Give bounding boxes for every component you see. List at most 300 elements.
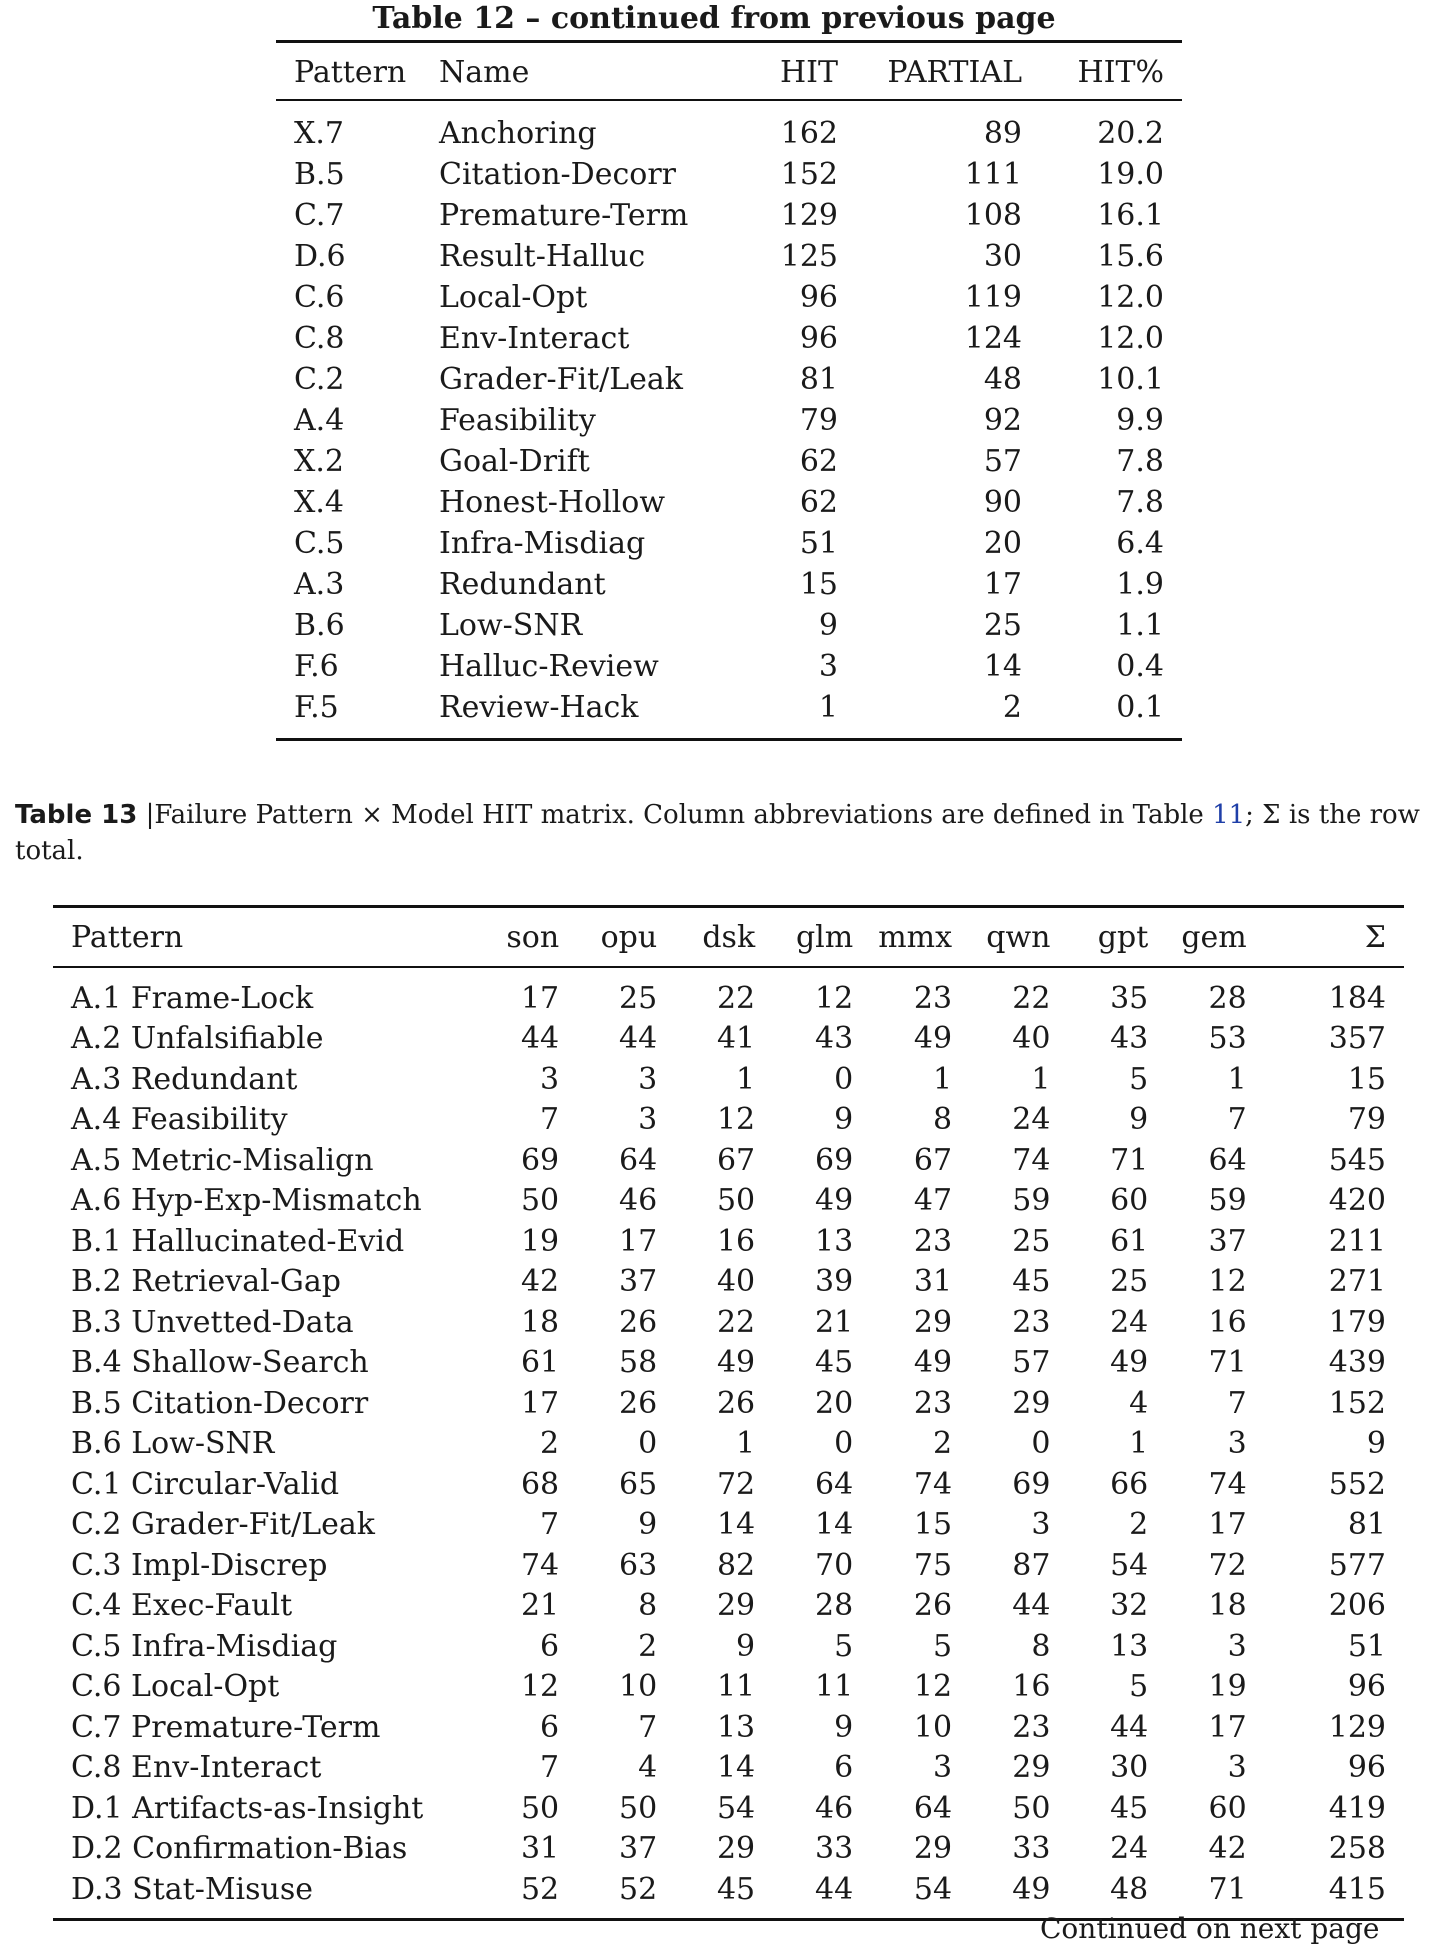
table-cell: 9 bbox=[1366, 1426, 1386, 1462]
column-header: opu bbox=[600, 919, 658, 955]
table-cell: 184 bbox=[1328, 980, 1386, 1016]
table-cell: Local-Opt bbox=[439, 280, 588, 315]
table-cell: 49 bbox=[913, 1345, 953, 1381]
table-row bbox=[53, 968, 1404, 1019]
table-cell: 65 bbox=[619, 1466, 658, 1502]
table-cell: 75 bbox=[913, 1547, 953, 1583]
table-cell: 96 bbox=[799, 321, 838, 356]
table-cell: 4 bbox=[1129, 1385, 1149, 1421]
table-cell: 17 bbox=[619, 1223, 658, 1259]
table-cell: 12 bbox=[913, 1669, 953, 1705]
table-cell: 47 bbox=[913, 1183, 953, 1219]
table-cell: D.3 Stat-Misuse bbox=[71, 1871, 314, 1907]
table-cell: 59 bbox=[1012, 1183, 1051, 1219]
table-cell: 15.6 bbox=[1097, 239, 1164, 274]
table-cell: 74 bbox=[1012, 1142, 1051, 1178]
table-cell: 82 bbox=[716, 1547, 756, 1583]
table-cell: 1 bbox=[1031, 1061, 1051, 1097]
table-row bbox=[53, 1343, 1404, 1384]
table-row bbox=[53, 1302, 1404, 1343]
table-cell: 69 bbox=[1012, 1466, 1051, 1502]
table-cell: 0.4 bbox=[1116, 649, 1164, 684]
table-cell: 8 bbox=[932, 1102, 953, 1138]
table-cell: 64 bbox=[619, 1142, 658, 1178]
table-cell: 64 bbox=[815, 1466, 854, 1502]
table-cell: B.3 Unvetted-Data bbox=[71, 1304, 354, 1340]
table-cell: 37 bbox=[619, 1831, 658, 1867]
table-cell: 9 bbox=[736, 1628, 756, 1664]
table-cell: C.4 Exec-Fault bbox=[71, 1588, 293, 1624]
table-cell: C.6 Local-Opt bbox=[71, 1669, 280, 1705]
table-cell: Goal-Drift bbox=[439, 444, 590, 479]
table-cell: 12 bbox=[520, 1669, 560, 1705]
column-header: Pattern bbox=[294, 54, 407, 90]
table-row bbox=[53, 1262, 1404, 1303]
table-cell: Redundant bbox=[439, 567, 606, 602]
table-cell: C.3 Impl-Discrep bbox=[71, 1547, 328, 1583]
table-cell: 3 bbox=[638, 1061, 658, 1097]
table-cell: 111 bbox=[964, 157, 1022, 192]
table-cell: 29 bbox=[913, 1831, 953, 1867]
table-cell: 12 bbox=[815, 980, 854, 1016]
table-cell: 4 bbox=[638, 1750, 658, 1786]
table-cell: 67 bbox=[716, 1142, 756, 1178]
table-cell: 58 bbox=[619, 1345, 658, 1381]
table-cell: 1 bbox=[736, 1426, 756, 1462]
table-cell: 5 bbox=[834, 1628, 854, 1664]
table-cell: 162 bbox=[780, 116, 838, 151]
table-cell: 25 bbox=[1012, 1223, 1051, 1259]
table-cell: C.1 Circular-Valid bbox=[71, 1466, 340, 1502]
table-cell: A.4 Feasibility bbox=[71, 1102, 288, 1138]
table-cell: A.3 Redundant bbox=[71, 1061, 298, 1097]
table-cell: A.6 Hyp-Exp-Mismatch bbox=[71, 1183, 422, 1219]
table-cell: Honest-Hollow bbox=[439, 485, 666, 520]
table-cell: Low-SNR bbox=[439, 608, 583, 643]
continued-note: Continued on next page bbox=[1040, 1912, 1380, 1945]
table-cell: 64 bbox=[913, 1790, 953, 1826]
table-cell: 90 bbox=[983, 485, 1022, 520]
table-cell: 15 bbox=[1347, 1061, 1386, 1097]
table-cell: 10.1 bbox=[1097, 362, 1164, 397]
table-cell: 1.1 bbox=[1116, 608, 1164, 643]
table-cell: 7 bbox=[540, 1507, 560, 1543]
table-13-grid bbox=[53, 908, 1404, 1918]
table-12-bottom-rule bbox=[276, 738, 1182, 741]
table-cell: Premature-Term bbox=[439, 198, 689, 233]
table-row bbox=[276, 236, 1182, 277]
table-cell: 1 bbox=[932, 1061, 953, 1097]
column-header: qwn bbox=[986, 919, 1051, 955]
table-row bbox=[276, 359, 1182, 400]
table-cell: 19.0 bbox=[1097, 157, 1164, 192]
table-cell: B.2 Retrieval-Gap bbox=[71, 1264, 341, 1300]
table-row bbox=[53, 1221, 1404, 1262]
table-cell: 2 bbox=[1129, 1507, 1149, 1543]
table-cell: 19 bbox=[1208, 1669, 1247, 1705]
table-12-header-row bbox=[276, 43, 1182, 99]
table-cell: 439 bbox=[1328, 1345, 1386, 1381]
table-cell: 23 bbox=[913, 980, 953, 1016]
table-cell: 9 bbox=[638, 1507, 658, 1543]
table-cell: 51 bbox=[1347, 1628, 1386, 1664]
table-cell: 9 bbox=[818, 608, 838, 643]
table-cell: 50 bbox=[619, 1790, 658, 1826]
table-cell: 64 bbox=[1208, 1142, 1247, 1178]
table-cell: 9 bbox=[1129, 1102, 1149, 1138]
table-cell: 17 bbox=[983, 567, 1022, 602]
table-cell: 61 bbox=[1110, 1223, 1149, 1259]
table-cell: 22 bbox=[1012, 980, 1051, 1016]
table-cell: 5 bbox=[1129, 1669, 1149, 1705]
table-cell: 45 bbox=[716, 1871, 756, 1907]
table-row bbox=[276, 318, 1182, 359]
table-cell: 19 bbox=[520, 1223, 560, 1259]
table-cell: 44 bbox=[1110, 1709, 1149, 1745]
column-header: Σ bbox=[1364, 919, 1386, 955]
table-cell: Infra-Misdiag bbox=[439, 526, 646, 561]
table-cell: 125 bbox=[780, 239, 838, 274]
caption-label: Table 13 bbox=[15, 800, 138, 830]
table-cell: 211 bbox=[1328, 1223, 1386, 1259]
table-cell: 24 bbox=[1110, 1304, 1149, 1340]
column-header: Pattern bbox=[71, 919, 184, 955]
table-row bbox=[276, 101, 1182, 154]
table-cell: 50 bbox=[1012, 1790, 1051, 1826]
table-cell: 31 bbox=[520, 1831, 560, 1867]
table-row bbox=[276, 441, 1182, 482]
table-cell: C.2 bbox=[294, 362, 345, 397]
table-row bbox=[53, 1869, 1404, 1918]
table-row bbox=[53, 1667, 1404, 1708]
table-cell: 0 bbox=[834, 1061, 854, 1097]
table-cell: 29 bbox=[716, 1831, 756, 1867]
table-row bbox=[53, 1829, 1404, 1870]
table-cell: 81 bbox=[1347, 1507, 1386, 1543]
table-cell: 49 bbox=[1110, 1345, 1149, 1381]
table-cell: 50 bbox=[716, 1183, 756, 1219]
table-cell: 415 bbox=[1328, 1871, 1386, 1907]
table-cell: 43 bbox=[1110, 1021, 1149, 1057]
table-cell: 28 bbox=[1208, 980, 1247, 1016]
table-cell: 13 bbox=[716, 1709, 756, 1745]
table-cell: 72 bbox=[1208, 1547, 1247, 1583]
table-cell: 40 bbox=[1012, 1021, 1051, 1057]
table-cell: 2 bbox=[932, 1426, 953, 1462]
table-cell: 89 bbox=[983, 116, 1022, 151]
table-cell: 71 bbox=[1110, 1142, 1149, 1178]
table-cell: 49 bbox=[1012, 1871, 1051, 1907]
table-cell: 26 bbox=[619, 1304, 658, 1340]
table-cell: 49 bbox=[815, 1183, 854, 1219]
table-cell: 9 bbox=[834, 1709, 854, 1745]
table-cell: 14 bbox=[983, 649, 1022, 684]
table-cell: 3 bbox=[818, 649, 838, 684]
table-cell: 62 bbox=[799, 485, 838, 520]
table-cell: 18 bbox=[1208, 1588, 1247, 1624]
table-cell: 15 bbox=[913, 1507, 953, 1543]
table-cell: 57 bbox=[1012, 1345, 1051, 1381]
table-cell: 419 bbox=[1328, 1790, 1386, 1826]
table-row bbox=[53, 1181, 1404, 1222]
table-cell: 96 bbox=[1347, 1669, 1386, 1705]
table-cell: 72 bbox=[716, 1466, 756, 1502]
table-cell: X.2 bbox=[294, 444, 344, 479]
table-cell: 23 bbox=[913, 1223, 953, 1259]
table-cell: 17 bbox=[1208, 1709, 1247, 1745]
table-cell: C.8 bbox=[294, 321, 345, 356]
table-cell: Env-Interact bbox=[439, 321, 630, 356]
table-cell: F.6 bbox=[294, 649, 339, 684]
table-cell: 48 bbox=[1110, 1871, 1149, 1907]
table-12-grid bbox=[276, 43, 1182, 738]
table-cell: 6.4 bbox=[1116, 526, 1164, 561]
table-cell: 24 bbox=[1110, 1831, 1149, 1867]
table-cell: 69 bbox=[815, 1142, 854, 1178]
table-cell: 42 bbox=[520, 1264, 560, 1300]
table-cell: 129 bbox=[1328, 1709, 1386, 1745]
table-row bbox=[53, 1424, 1404, 1465]
table-cell: 54 bbox=[1110, 1547, 1149, 1583]
table-cell: 23 bbox=[1012, 1304, 1051, 1340]
table-cell: 42 bbox=[1208, 1831, 1247, 1867]
table-cell: B.5 bbox=[294, 157, 345, 192]
table-cell: 45 bbox=[1012, 1264, 1051, 1300]
table-cell: A.4 bbox=[294, 403, 345, 438]
table-row bbox=[276, 482, 1182, 523]
table-cell: 206 bbox=[1328, 1588, 1386, 1624]
table-row bbox=[53, 1140, 1404, 1181]
caption-text: |Failure Pattern × Model HIT matrix. Column abbreviations are defined in Table bbox=[137, 800, 1213, 830]
table-cell: 33 bbox=[1012, 1831, 1051, 1867]
table-cell: 2 bbox=[638, 1628, 658, 1664]
table-cell: 124 bbox=[964, 321, 1022, 356]
table-row bbox=[53, 1707, 1404, 1748]
table-cell: 12 bbox=[716, 1102, 756, 1138]
table-cell: 46 bbox=[619, 1183, 658, 1219]
table-cell: 0 bbox=[638, 1426, 658, 1462]
table-cell: 25 bbox=[983, 608, 1022, 643]
table-cell: Feasibility bbox=[439, 403, 596, 438]
table-cell: 12 bbox=[1208, 1264, 1247, 1300]
column-header: gem bbox=[1181, 919, 1247, 955]
table-cell: 577 bbox=[1328, 1547, 1386, 1583]
table-cell: 0 bbox=[1031, 1426, 1051, 1462]
table-cell: 14 bbox=[716, 1507, 756, 1543]
table-cell: 49 bbox=[913, 1021, 953, 1057]
table-cell: 7.8 bbox=[1116, 444, 1164, 479]
table-cell: 30 bbox=[1110, 1750, 1149, 1786]
table-row bbox=[276, 687, 1182, 738]
column-header: HIT bbox=[779, 54, 838, 90]
table-cell: 21 bbox=[520, 1588, 560, 1624]
table-cell: 70 bbox=[815, 1547, 854, 1583]
table-cell: Result-Halluc bbox=[439, 239, 646, 274]
table-row bbox=[276, 400, 1182, 441]
table-cell: 152 bbox=[780, 157, 838, 192]
table-row bbox=[276, 646, 1182, 687]
table-row bbox=[276, 154, 1182, 195]
table-cell: 1 bbox=[818, 690, 838, 725]
table-cell: 29 bbox=[1012, 1750, 1051, 1786]
table-cell: 13 bbox=[1110, 1628, 1149, 1664]
table-row bbox=[53, 1626, 1404, 1667]
table-cell: 2 bbox=[540, 1426, 560, 1462]
table-cell: B.6 bbox=[294, 608, 345, 643]
table-cell: 11 bbox=[716, 1669, 756, 1705]
table-13-header-row bbox=[53, 908, 1404, 966]
table-cell: 108 bbox=[964, 198, 1022, 233]
table-cell: 59 bbox=[1208, 1183, 1247, 1219]
table-cell: 29 bbox=[1012, 1385, 1051, 1421]
table-cell: 16 bbox=[1012, 1669, 1051, 1705]
table-cell: 23 bbox=[1012, 1709, 1051, 1745]
table-cell: 3 bbox=[540, 1061, 560, 1097]
table-cell: 152 bbox=[1328, 1385, 1386, 1421]
table-cell: 71 bbox=[1208, 1345, 1247, 1381]
table-cell: 11 bbox=[815, 1669, 854, 1705]
table-cell: 5 bbox=[932, 1628, 953, 1664]
table-cell: 46 bbox=[815, 1790, 854, 1826]
table-cell: 8 bbox=[1031, 1628, 1051, 1664]
table-row bbox=[53, 1059, 1404, 1100]
table-cell: 74 bbox=[1208, 1466, 1247, 1502]
table-cell: 1.9 bbox=[1116, 567, 1164, 602]
table-cell: 21 bbox=[815, 1304, 854, 1340]
table-cell: 32 bbox=[1110, 1588, 1149, 1624]
table-cell: 26 bbox=[619, 1385, 658, 1421]
table-cell: 552 bbox=[1328, 1466, 1386, 1502]
table-cell: 60 bbox=[1110, 1183, 1149, 1219]
table-cell: 0.1 bbox=[1116, 690, 1164, 725]
table-cell: A.2 Unfalsifiable bbox=[71, 1021, 324, 1057]
table-cell: 14 bbox=[815, 1507, 854, 1543]
table-cell: 44 bbox=[619, 1021, 658, 1057]
table-row bbox=[53, 1505, 1404, 1546]
table-row bbox=[53, 1545, 1404, 1586]
table-cell: 66 bbox=[1110, 1466, 1149, 1502]
table-cell: 7 bbox=[540, 1102, 560, 1138]
table-cell: C.6 bbox=[294, 280, 345, 315]
table-cell: 45 bbox=[815, 1345, 854, 1381]
table-cell: 0 bbox=[834, 1426, 854, 1462]
table-cell: 62 bbox=[799, 444, 838, 479]
table-row bbox=[276, 195, 1182, 236]
table-row bbox=[53, 1748, 1404, 1789]
table-cell: A.3 bbox=[294, 567, 345, 602]
table-cell: 49 bbox=[716, 1345, 756, 1381]
table-cell: C.2 Grader-Fit/Leak bbox=[71, 1507, 375, 1543]
table-cell: 25 bbox=[619, 980, 658, 1016]
table-row bbox=[53, 1586, 1404, 1627]
table-cell: 8 bbox=[638, 1588, 658, 1624]
table-cell: 29 bbox=[716, 1588, 756, 1624]
table-cell: D.6 bbox=[294, 239, 346, 274]
table-reference-link[interactable]: 11 bbox=[1212, 800, 1246, 830]
table-cell: 20.2 bbox=[1097, 116, 1164, 151]
table-cell: 79 bbox=[1347, 1102, 1386, 1138]
table-cell: 17 bbox=[1208, 1507, 1247, 1543]
table-cell: 16 bbox=[716, 1223, 756, 1259]
table-cell: 30 bbox=[983, 239, 1022, 274]
table-cell: 81 bbox=[799, 362, 838, 397]
table-row bbox=[276, 523, 1182, 564]
table-cell: C.7 Premature-Term bbox=[71, 1709, 381, 1745]
table-cell: 6 bbox=[540, 1628, 560, 1664]
table-row bbox=[276, 564, 1182, 605]
table-cell: 61 bbox=[520, 1345, 560, 1381]
table-cell: Grader-Fit/Leak bbox=[439, 362, 683, 397]
table-cell: 35 bbox=[1110, 980, 1149, 1016]
table-cell: A.1 Frame-Lock bbox=[71, 980, 314, 1016]
table-cell: 67 bbox=[913, 1142, 953, 1178]
table-cell: 18 bbox=[520, 1304, 560, 1340]
table-cell: F.5 bbox=[294, 690, 339, 725]
table-cell: 12.0 bbox=[1097, 280, 1164, 315]
table-row bbox=[53, 1788, 1404, 1829]
column-header: dsk bbox=[702, 919, 756, 955]
table-cell: 48 bbox=[983, 362, 1022, 397]
table-cell: 2 bbox=[1002, 690, 1022, 725]
table-cell: 63 bbox=[619, 1547, 658, 1583]
table-cell: 60 bbox=[1208, 1790, 1247, 1826]
table-cell: 1 bbox=[736, 1061, 756, 1097]
table-cell: 119 bbox=[964, 280, 1022, 315]
table-cell: 92 bbox=[983, 403, 1022, 438]
table-cell: 33 bbox=[815, 1831, 854, 1867]
table-row bbox=[276, 277, 1182, 318]
table-cell: 3 bbox=[1031, 1507, 1051, 1543]
table-cell: 258 bbox=[1328, 1831, 1386, 1867]
table-cell: 24 bbox=[1012, 1102, 1051, 1138]
table-cell: 41 bbox=[716, 1021, 756, 1057]
table-cell: 54 bbox=[913, 1871, 953, 1907]
table-row bbox=[53, 1100, 1404, 1141]
column-header: glm bbox=[795, 919, 854, 955]
table-row bbox=[276, 605, 1182, 646]
column-header: Name bbox=[439, 54, 530, 90]
table-row bbox=[53, 1019, 1404, 1060]
table-cell: 7 bbox=[1227, 1102, 1247, 1138]
table-cell: A.5 Metric-Misalign bbox=[71, 1142, 374, 1178]
table-cell: X.4 bbox=[294, 485, 344, 520]
table-cell: 545 bbox=[1328, 1142, 1386, 1178]
table-cell: D.1 Artifacts-as-Insight bbox=[71, 1790, 424, 1826]
table-cell: 20 bbox=[983, 526, 1022, 561]
table-cell: 54 bbox=[716, 1790, 756, 1826]
table-cell: 23 bbox=[913, 1385, 953, 1421]
table-cell: Citation-Decorr bbox=[439, 157, 677, 192]
table-cell: 25 bbox=[1110, 1264, 1149, 1300]
table-cell: 37 bbox=[619, 1264, 658, 1300]
table-cell: Anchoring bbox=[439, 116, 597, 151]
table-cell: 50 bbox=[520, 1790, 560, 1826]
table-cell: C.5 bbox=[294, 526, 345, 561]
table-cell: C.5 Infra-Misdiag bbox=[71, 1628, 338, 1664]
table-13 bbox=[53, 903, 1404, 1921]
table-cell: 26 bbox=[913, 1588, 953, 1624]
table-cell: 44 bbox=[1012, 1588, 1051, 1624]
column-header: HIT% bbox=[1077, 54, 1164, 90]
table-cell: 17 bbox=[520, 980, 560, 1016]
table-cell: 10 bbox=[913, 1709, 953, 1745]
table-cell: 7.8 bbox=[1116, 485, 1164, 520]
table-cell: 10 bbox=[619, 1669, 658, 1705]
table-cell: 7 bbox=[540, 1750, 560, 1786]
table-cell: 74 bbox=[520, 1547, 560, 1583]
table-cell: 17 bbox=[520, 1385, 560, 1421]
table-cell: 26 bbox=[716, 1385, 756, 1421]
